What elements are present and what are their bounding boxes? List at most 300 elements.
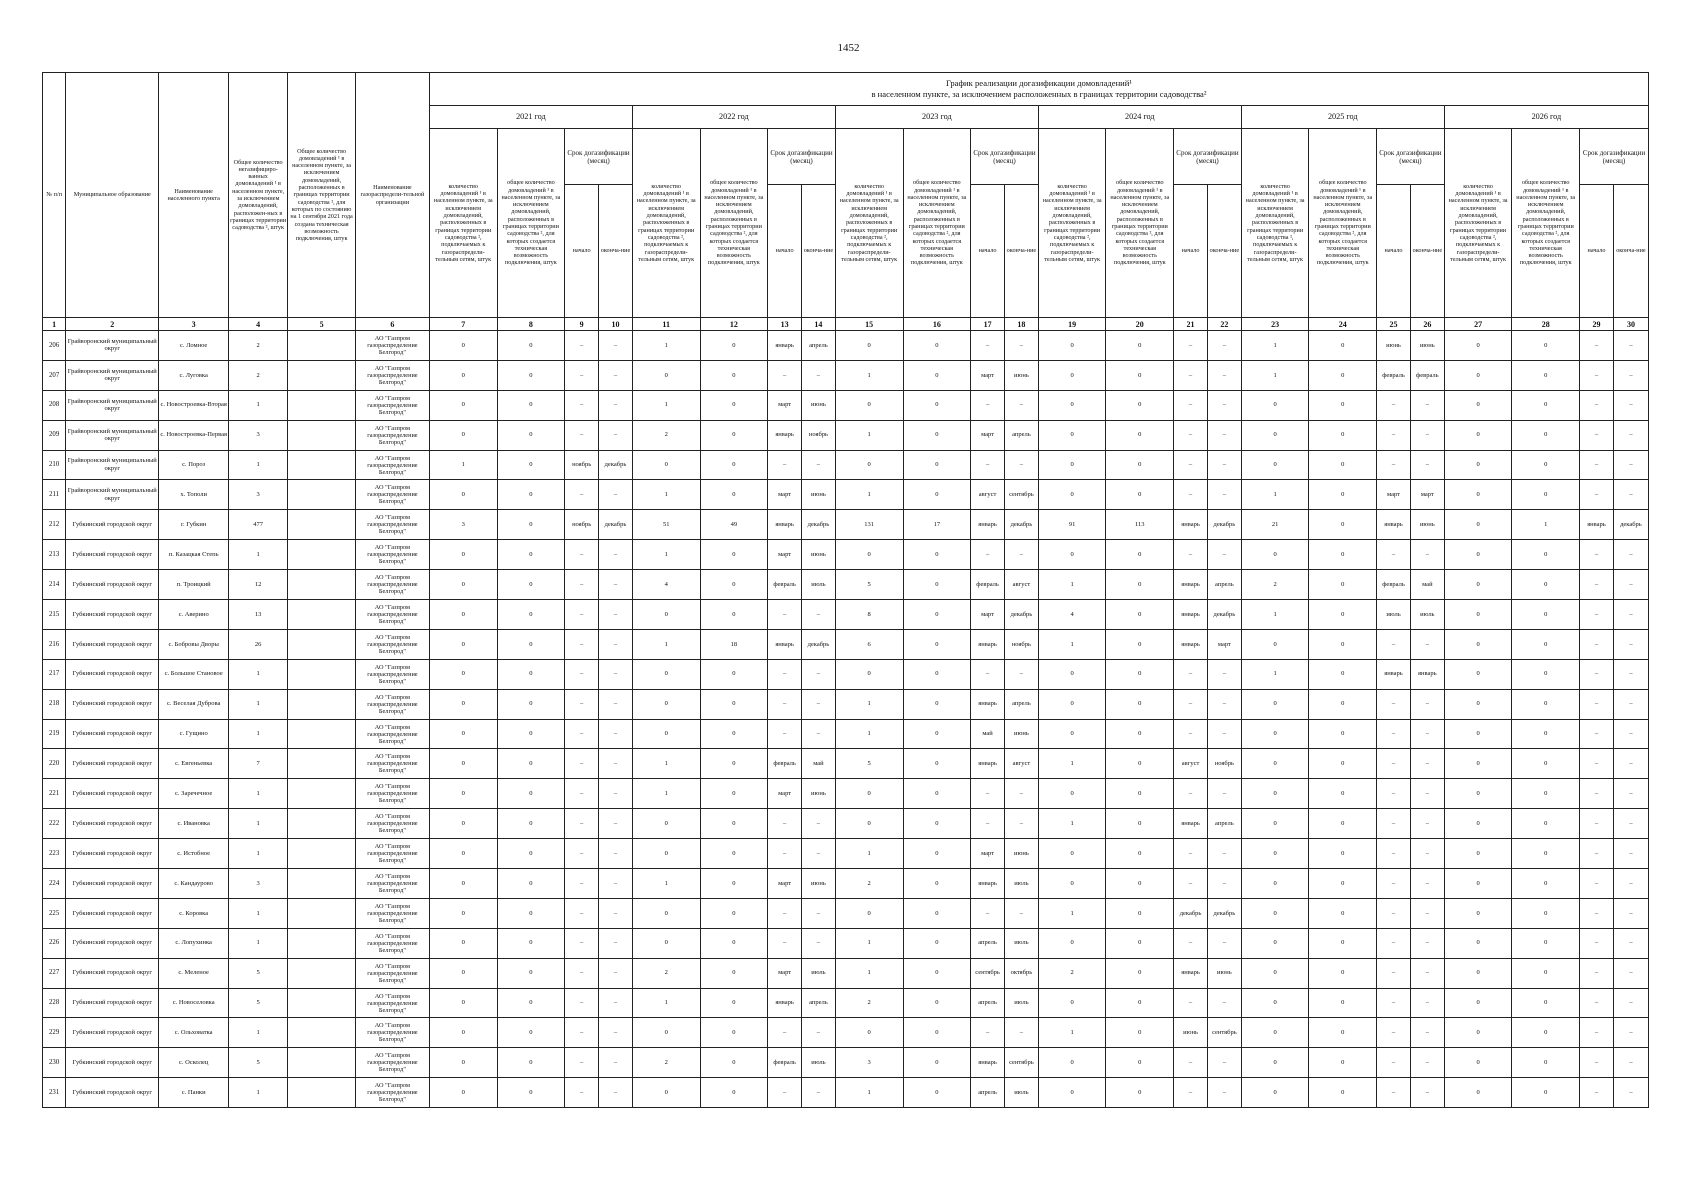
table-cell: 0: [700, 869, 768, 899]
table-cell: апрель: [971, 988, 1005, 1018]
table-cell: 1: [1241, 360, 1309, 390]
table-cell: [288, 898, 356, 928]
table-cell: 0: [1309, 809, 1377, 839]
table-cell: 0: [497, 659, 565, 689]
table-cell: 3: [835, 1048, 903, 1078]
table-row: [43, 869, 1649, 899]
municipality-cell: Губкинский городской округ: [66, 988, 159, 1018]
table-cell: –: [565, 719, 599, 749]
table-cell: 0: [1512, 719, 1580, 749]
table-cell: –: [1377, 958, 1411, 988]
table-cell: –: [1613, 420, 1648, 450]
table-cell: 0: [903, 869, 971, 899]
table-cell: 0: [429, 629, 497, 659]
table-cell: –: [1580, 1018, 1614, 1048]
table-cell: 0: [903, 1018, 971, 1048]
table-cell: декабрь: [1004, 600, 1038, 630]
header-start: начало: [1377, 185, 1411, 318]
table-cell: июнь: [1004, 839, 1038, 869]
table-cell: –: [1004, 390, 1038, 420]
table-cell: январь: [1410, 659, 1444, 689]
table-cell: 0: [429, 779, 497, 809]
table-cell: 0: [903, 749, 971, 779]
table-cell: 0: [1106, 629, 1174, 659]
column-number: 11: [632, 318, 700, 331]
table-cell: 0: [429, 988, 497, 1018]
table-cell: [288, 480, 356, 510]
row-number: 214: [43, 570, 66, 600]
table-cell: –: [802, 1018, 836, 1048]
table-cell: 0: [497, 1048, 565, 1078]
table-cell: [288, 629, 356, 659]
table-cell: 0: [632, 898, 700, 928]
table-cell: 0: [1241, 689, 1309, 719]
table-cell: 0: [835, 1018, 903, 1048]
table-cell: июль: [1377, 600, 1411, 630]
table-cell: 0: [700, 779, 768, 809]
table-cell: 1: [1038, 898, 1106, 928]
table-cell: 0: [1038, 839, 1106, 869]
table-cell: –: [1377, 719, 1411, 749]
table-cell: 0: [1309, 570, 1377, 600]
table-cell: 0: [429, 360, 497, 390]
row-number: 213: [43, 540, 66, 570]
table-cell: –: [802, 360, 836, 390]
table-cell: –: [599, 719, 633, 749]
table-cell: 1: [1038, 570, 1106, 600]
row-number: 207: [43, 360, 66, 390]
table-cell: апрель: [1207, 809, 1241, 839]
table-cell: 1: [835, 839, 903, 869]
document-table-wrap: [42, 72, 1649, 1108]
column-number: 22: [1207, 318, 1241, 331]
table-cell: март: [971, 360, 1005, 390]
column-number: 14: [802, 318, 836, 331]
table-cell: 0: [497, 988, 565, 1018]
table-cell: 1: [229, 809, 288, 839]
row-number: 221: [43, 779, 66, 809]
locality-cell: х. Тополи: [159, 480, 229, 510]
table-cell: 0: [1512, 331, 1580, 361]
locality-cell: с. Бобровы Дворы: [159, 629, 229, 659]
table-row: [43, 1048, 1649, 1078]
table-cell: 0: [835, 331, 903, 361]
table-cell: 0: [1444, 839, 1512, 869]
table-cell: –: [1580, 958, 1614, 988]
table-row: [43, 719, 1649, 749]
table-cell: 0: [1309, 659, 1377, 689]
column-number: 8: [497, 318, 565, 331]
table-cell: –: [599, 898, 633, 928]
row-number: 216: [43, 629, 66, 659]
table-cell: 0: [1309, 839, 1377, 869]
table-cell: –: [768, 809, 802, 839]
table-cell: 1: [229, 689, 288, 719]
org-cell: АО "Газпром газораспределение Белгород": [355, 1048, 429, 1078]
table-cell: 0: [497, 689, 565, 719]
row-number: 224: [43, 869, 66, 899]
table-cell: 1: [1241, 659, 1309, 689]
table-cell: –: [1410, 689, 1444, 719]
table-cell: январь: [768, 629, 802, 659]
table-cell: –: [565, 600, 599, 630]
table-cell: –: [1174, 928, 1208, 958]
org-cell: АО "Газпром газораспределение Белгород": [355, 958, 429, 988]
header-year: 2021 год: [429, 106, 632, 129]
org-cell: АО "Газпром газораспределение Белгород": [355, 480, 429, 510]
table-cell: –: [1377, 839, 1411, 869]
table-cell: 0: [1444, 659, 1512, 689]
table-cell: 0: [1444, 719, 1512, 749]
table-cell: –: [1174, 450, 1208, 480]
table-cell: ноябрь: [565, 450, 599, 480]
table-cell: –: [971, 659, 1005, 689]
table-cell: 0: [429, 600, 497, 630]
table-cell: –: [1377, 420, 1411, 450]
table-cell: 5: [229, 1048, 288, 1078]
table-cell: –: [1377, 988, 1411, 1018]
table-cell: 0: [903, 1078, 971, 1108]
table-cell: –: [971, 390, 1005, 420]
table-cell: [288, 390, 356, 420]
table-cell: [288, 809, 356, 839]
table-cell: апрель: [802, 988, 836, 1018]
table-cell: 0: [1038, 540, 1106, 570]
table-cell: –: [768, 600, 802, 630]
municipality-cell: Грайворонский муниципальный округ: [66, 360, 159, 390]
table-cell: октябрь: [1004, 958, 1038, 988]
table-cell: 0: [1106, 600, 1174, 630]
org-cell: АО "Газпром газораспределение Белгород": [355, 450, 429, 480]
row-number: 229: [43, 1018, 66, 1048]
table-cell: 0: [1444, 331, 1512, 361]
table-cell: 0: [1512, 809, 1580, 839]
header-end: оконча-ние: [599, 185, 633, 318]
table-cell: –: [565, 1018, 599, 1048]
table-cell: [288, 450, 356, 480]
header-year: 2024 год: [1038, 106, 1241, 129]
table-cell: 0: [1309, 928, 1377, 958]
table-cell: 0: [1512, 928, 1580, 958]
table-cell: 1: [835, 928, 903, 958]
table-cell: 0: [1106, 749, 1174, 779]
table-cell: 1: [1241, 331, 1309, 361]
table-cell: 0: [700, 390, 768, 420]
table-cell: 477: [229, 510, 288, 540]
table-cell: 0: [632, 450, 700, 480]
table-row: [43, 540, 1649, 570]
table-cell: 0: [1512, 1078, 1580, 1108]
table-cell: –: [1410, 450, 1444, 480]
table-cell: февраль: [1377, 570, 1411, 600]
table-cell: 113: [1106, 510, 1174, 540]
municipality-cell: Губкинский городской округ: [66, 540, 159, 570]
table-cell: 0: [700, 600, 768, 630]
table-cell: март: [971, 420, 1005, 450]
table-cell: январь: [971, 749, 1005, 779]
table-cell: 0: [632, 809, 700, 839]
municipality-cell: Грайворонский муниципальный округ: [66, 331, 159, 361]
table-cell: 0: [497, 869, 565, 899]
table-cell: 0: [1241, 869, 1309, 899]
table-cell: 0: [1512, 659, 1580, 689]
org-cell: АО "Газпром газораспределение Белгород": [355, 749, 429, 779]
table-cell: 0: [1444, 600, 1512, 630]
table-cell: 0: [1309, 719, 1377, 749]
table-cell: 0: [1241, 779, 1309, 809]
table-cell: –: [1580, 809, 1614, 839]
table-cell: март: [768, 390, 802, 420]
table-cell: –: [1410, 1078, 1444, 1108]
row-number: 209: [43, 420, 66, 450]
table-cell: 0: [429, 1018, 497, 1048]
table-cell: –: [1580, 450, 1614, 480]
table-cell: 0: [700, 809, 768, 839]
table-cell: 0: [835, 450, 903, 480]
table-cell: –: [768, 450, 802, 480]
table-cell: 0: [429, 1048, 497, 1078]
table-row: [43, 480, 1649, 510]
table-cell: –: [1613, 659, 1648, 689]
header-start: начало: [565, 185, 599, 318]
table-cell: –: [1207, 869, 1241, 899]
table-cell: январь: [971, 510, 1005, 540]
table-cell: 0: [497, 450, 565, 480]
table-cell: –: [565, 749, 599, 779]
table-cell: 0: [1106, 719, 1174, 749]
table-cell: 2: [632, 420, 700, 450]
table-cell: январь: [768, 420, 802, 450]
row-number: 206: [43, 331, 66, 361]
table-cell: [288, 988, 356, 1018]
locality-cell: с. Евгеньевка: [159, 749, 229, 779]
table-cell: март: [768, 869, 802, 899]
table-cell: –: [1004, 1018, 1038, 1048]
table-cell: апрель: [1004, 420, 1038, 450]
table-cell: 1: [229, 1018, 288, 1048]
row-number: 218: [43, 689, 66, 719]
table-cell: 0: [632, 719, 700, 749]
schedule-title-line1: График реализации догазификации домовладений¹: [945, 78, 1132, 88]
table-cell: –: [599, 600, 633, 630]
table-cell: –: [599, 958, 633, 988]
table-cell: 1: [229, 898, 288, 928]
table-cell: –: [1613, 570, 1648, 600]
header-start: начало: [1580, 185, 1614, 318]
table-cell: апрель: [1004, 689, 1038, 719]
table-cell: 0: [1038, 1048, 1106, 1078]
table-cell: 0: [1444, 749, 1512, 779]
locality-cell: с. Лопухинка: [159, 928, 229, 958]
table-cell: 3: [429, 510, 497, 540]
table-cell: 0: [1309, 390, 1377, 420]
table-cell: 0: [1038, 719, 1106, 749]
table-cell: –: [1377, 390, 1411, 420]
table-row: [43, 809, 1649, 839]
table-cell: 1: [1241, 600, 1309, 630]
table-cell: 0: [1106, 958, 1174, 988]
table-cell: март: [768, 540, 802, 570]
table-cell: апрель: [971, 1078, 1005, 1108]
table-cell: сентябрь: [1004, 480, 1038, 510]
table-cell: 0: [1309, 1018, 1377, 1048]
table-cell: март: [768, 480, 802, 510]
table-cell: –: [599, 809, 633, 839]
header-count-connected: количество домовладений ¹ в населенном пункте, за исключением домовладений, расположенных в границах территории садоводства ², подключаемых к газораспредели-тельным сетям, штук: [835, 129, 903, 318]
locality-cell: с. Большое Становое: [159, 659, 229, 689]
table-cell: февраль: [1377, 360, 1411, 390]
header-srok: Срок догазификации (месяц): [565, 129, 633, 185]
table-cell: январь: [1377, 510, 1411, 540]
table-cell: –: [565, 390, 599, 420]
table-cell: 0: [1309, 629, 1377, 659]
table-cell: –: [565, 779, 599, 809]
table-cell: –: [1174, 480, 1208, 510]
table-cell: –: [1174, 390, 1208, 420]
table-cell: –: [1004, 659, 1038, 689]
municipality-cell: Губкинский городской округ: [66, 1018, 159, 1048]
table-cell: 0: [700, 928, 768, 958]
org-cell: АО "Газпром газораспределение Белгород": [355, 869, 429, 899]
table-cell: 0: [1106, 1048, 1174, 1078]
header-locality: Наименование населенного пункта: [159, 73, 229, 318]
table-row: [43, 779, 1649, 809]
table-cell: 0: [1241, 898, 1309, 928]
table-cell: 0: [1038, 1078, 1106, 1108]
table-cell: –: [768, 1078, 802, 1108]
table-cell: –: [599, 689, 633, 719]
table-cell: –: [599, 629, 633, 659]
header-org: Наименование газораспредели-тельной организации: [355, 73, 429, 318]
table-cell: 0: [700, 898, 768, 928]
table-cell: 0: [1444, 570, 1512, 600]
table-cell: 0: [700, 749, 768, 779]
table-cell: 0: [903, 570, 971, 600]
column-number: 15: [835, 318, 903, 331]
table-cell: –: [599, 779, 633, 809]
table-row: [43, 450, 1649, 480]
org-cell: АО "Газпром газораспределение Белгород": [355, 360, 429, 390]
header-end: оконча-ние: [1207, 185, 1241, 318]
table-cell: 0: [835, 659, 903, 689]
table-cell: январь: [1174, 629, 1208, 659]
column-number: 24: [1309, 318, 1377, 331]
table-cell: –: [1377, 450, 1411, 480]
table-cell: –: [1580, 719, 1614, 749]
table-cell: –: [971, 540, 1005, 570]
table-cell: 1: [229, 719, 288, 749]
table-cell: 1: [632, 331, 700, 361]
table-cell: 0: [903, 390, 971, 420]
schedule-title-line2: в населенном пункте, за исключением расположенных в границах территории садоводства²: [871, 89, 1207, 99]
table-cell: 0: [1309, 331, 1377, 361]
header-count-tech: общее количество домовладений ¹ в населенном пункте, за исключением домовладений, расположенных в границах территории садоводства ², для которых создается техническая возможность подключения, штук: [497, 129, 565, 318]
table-cell: 1: [632, 988, 700, 1018]
column-number: 5: [288, 318, 356, 331]
table-cell: январь: [768, 331, 802, 361]
table-cell: ноябрь: [802, 420, 836, 450]
table-cell: –: [599, 1078, 633, 1108]
table-cell: –: [1580, 1048, 1614, 1078]
header-schedule-title: [429, 73, 1648, 106]
table-cell: [288, 1078, 356, 1108]
table-cell: август: [1004, 749, 1038, 779]
table-cell: –: [1613, 898, 1648, 928]
table-cell: июнь: [1410, 331, 1444, 361]
table-cell: январь: [1174, 570, 1208, 600]
table-cell: –: [1207, 779, 1241, 809]
table-cell: май: [802, 749, 836, 779]
table-cell: 1: [835, 360, 903, 390]
municipality-cell: Губкинский городской округ: [66, 869, 159, 899]
org-cell: АО "Газпром газораспределение Белгород": [355, 719, 429, 749]
row-number: 231: [43, 1078, 66, 1108]
table-cell: 4: [1038, 600, 1106, 630]
table-cell: –: [971, 898, 1005, 928]
table-cell: 0: [1106, 689, 1174, 719]
table-cell: 0: [1309, 1078, 1377, 1108]
table-cell: –: [1004, 898, 1038, 928]
locality-cell: с. Панки: [159, 1078, 229, 1108]
table-cell: декабрь: [1174, 898, 1208, 928]
table-cell: 131: [835, 510, 903, 540]
row-number: 222: [43, 809, 66, 839]
table-cell: –: [565, 540, 599, 570]
column-number: 13: [768, 318, 802, 331]
table-cell: –: [565, 659, 599, 689]
table-cell: 0: [1309, 480, 1377, 510]
table-cell: –: [1580, 570, 1614, 600]
table-cell: декабрь: [1004, 510, 1038, 540]
table-cell: 0: [1106, 390, 1174, 420]
table-cell: 0: [632, 689, 700, 719]
table-cell: 1: [1038, 809, 1106, 839]
table-cell: 0: [1512, 1018, 1580, 1048]
column-number: 1: [43, 318, 66, 331]
table-cell: 1: [835, 719, 903, 749]
table-cell: –: [1613, 540, 1648, 570]
table-cell: июнь: [1174, 1018, 1208, 1048]
header-year: 2025 год: [1241, 106, 1444, 129]
table-cell: 0: [497, 928, 565, 958]
table-cell: март: [768, 958, 802, 988]
table-cell: –: [1410, 1048, 1444, 1078]
table-cell: 0: [429, 809, 497, 839]
table-cell: апрель: [1207, 570, 1241, 600]
org-cell: АО "Газпром газораспределение Белгород": [355, 629, 429, 659]
table-cell: август: [1004, 570, 1038, 600]
locality-cell: г. Губкин: [159, 510, 229, 540]
table-cell: 0: [1038, 390, 1106, 420]
row-number: 223: [43, 839, 66, 869]
table-cell: 1: [229, 390, 288, 420]
table-cell: –: [1580, 928, 1614, 958]
table-cell: июнь: [802, 869, 836, 899]
locality-cell: с. Новостроевка-Вторая: [159, 390, 229, 420]
table-cell: 0: [1038, 869, 1106, 899]
column-number: 21: [1174, 318, 1208, 331]
table-cell: июль: [1004, 988, 1038, 1018]
table-cell: 0: [903, 958, 971, 988]
table-cell: –: [1613, 629, 1648, 659]
table-cell: август: [1174, 749, 1208, 779]
table-cell: 0: [1106, 898, 1174, 928]
table-cell: –: [1207, 360, 1241, 390]
table-cell: апрель: [971, 928, 1005, 958]
table-cell: 0: [497, 1018, 565, 1048]
table-cell: 0: [903, 659, 971, 689]
table-cell: ноябрь: [565, 510, 599, 540]
